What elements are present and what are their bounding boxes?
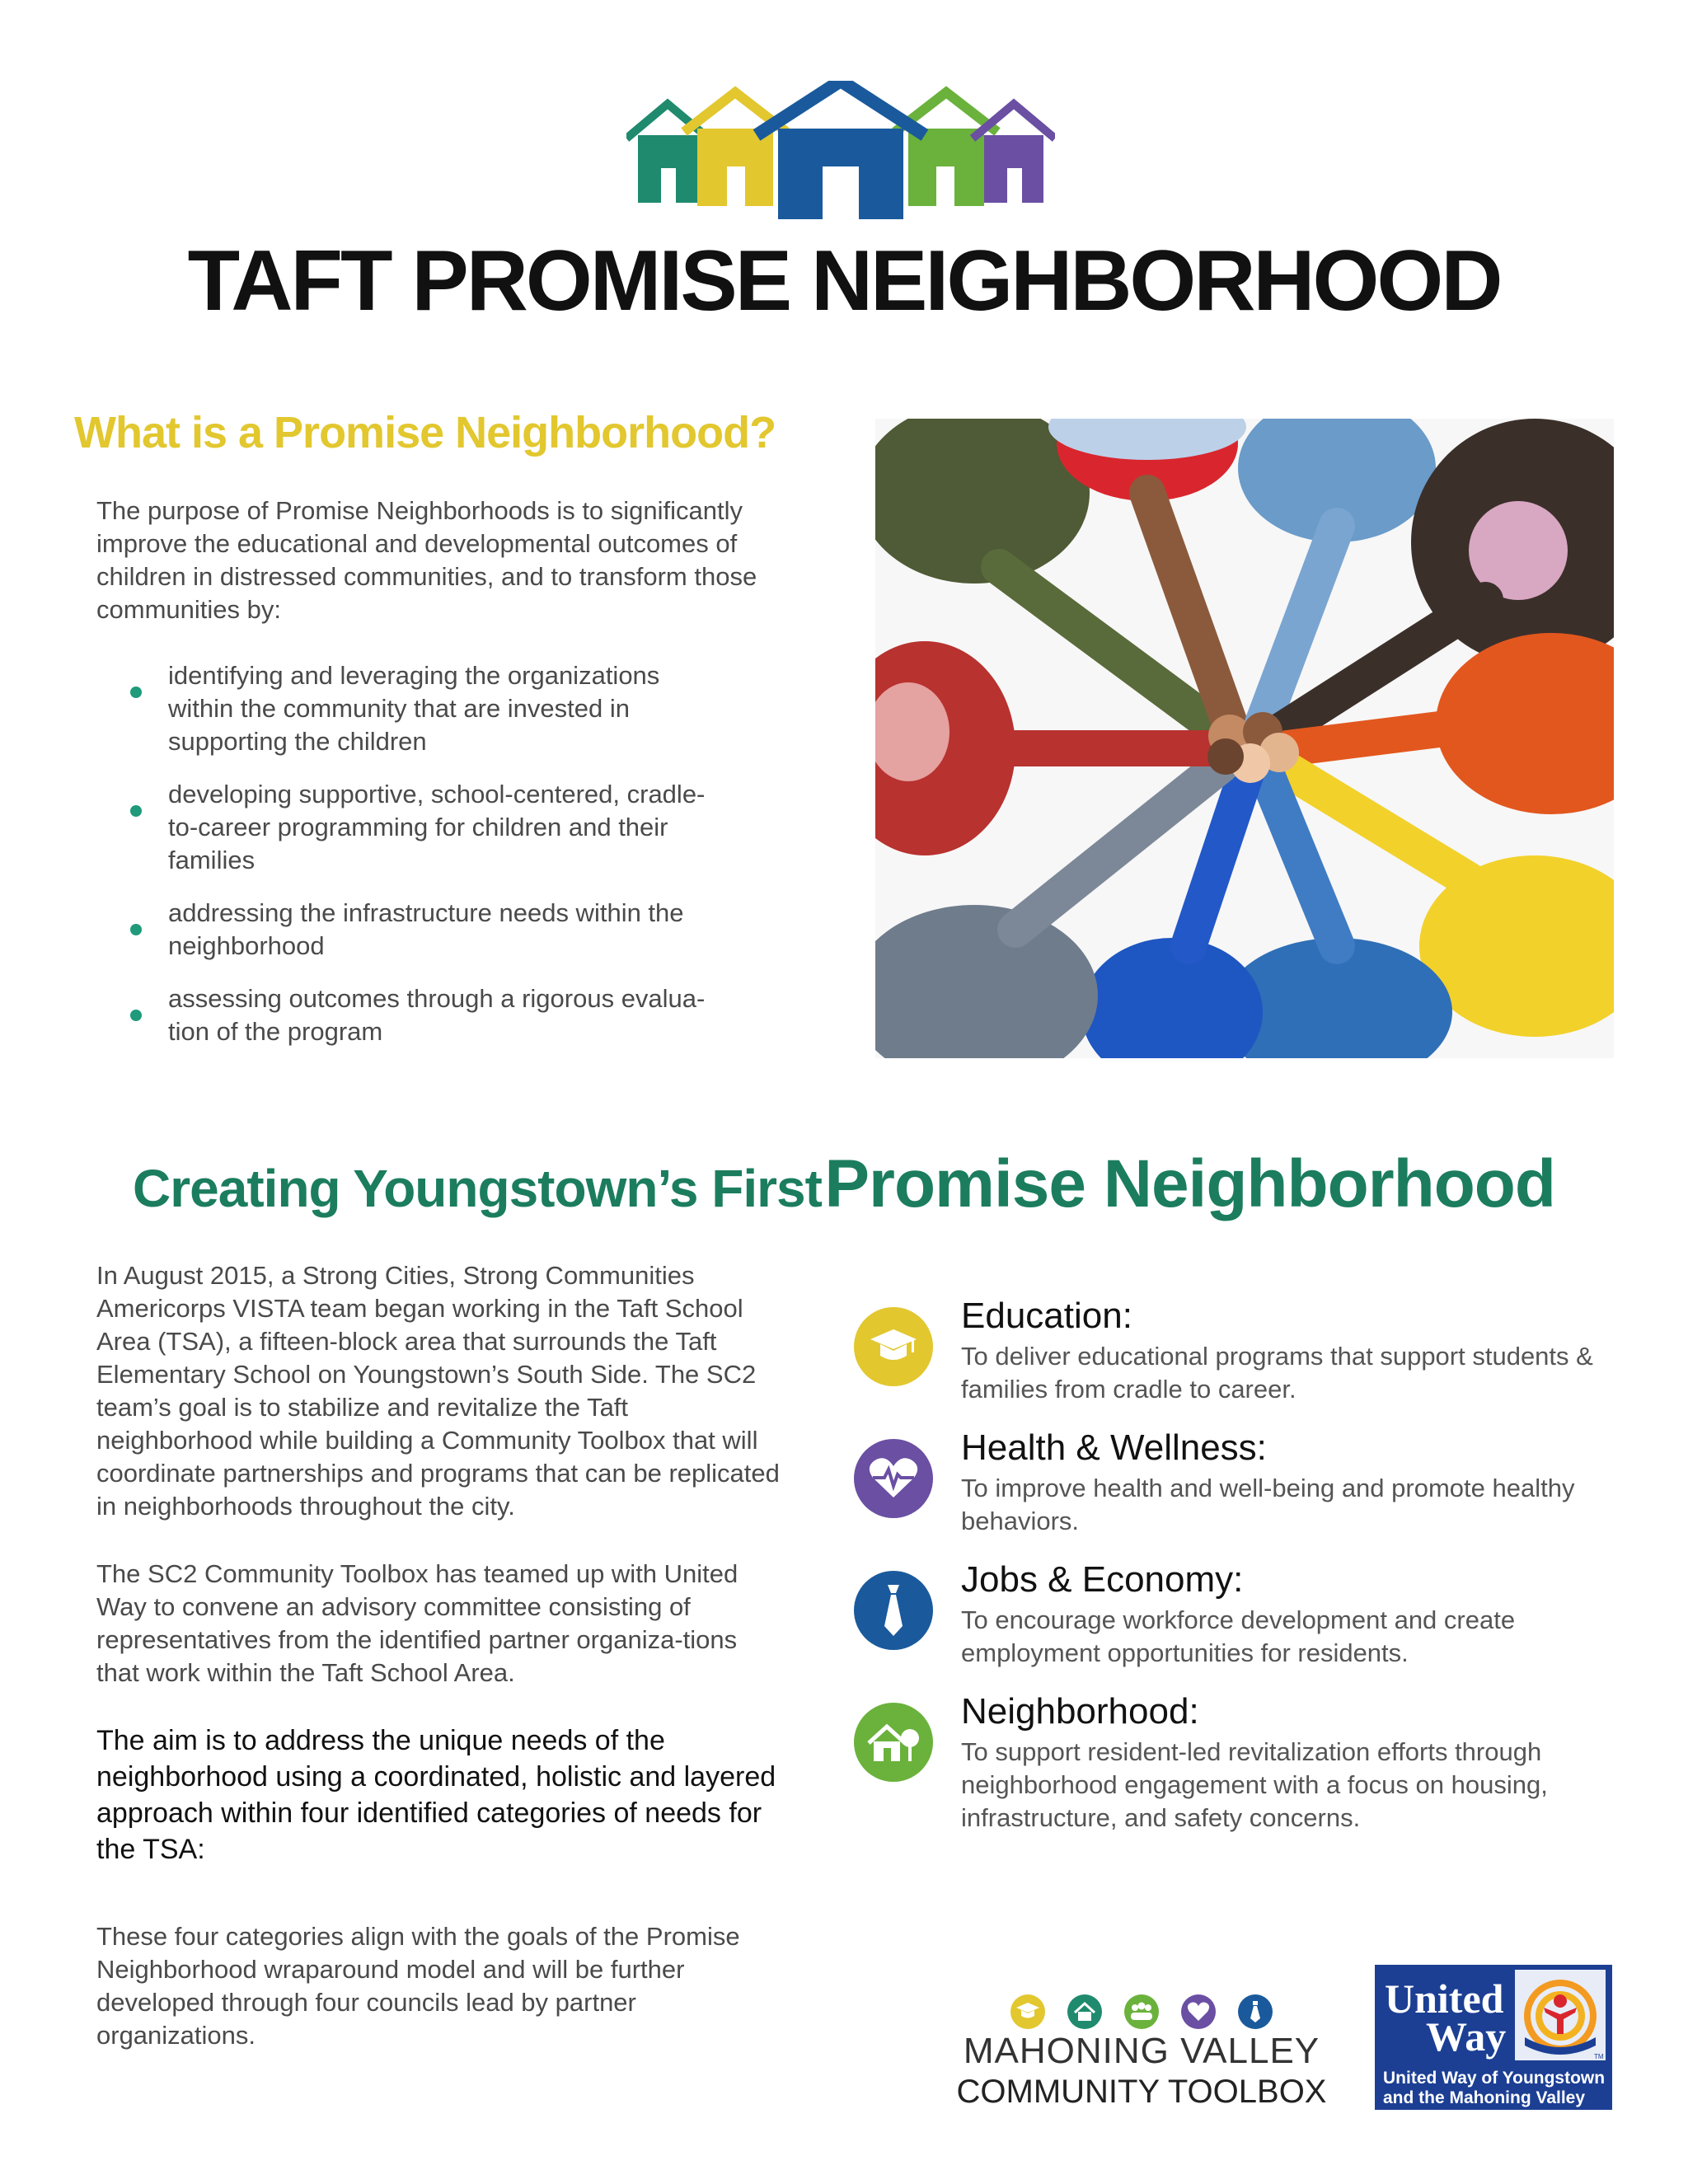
list-item bbox=[124, 778, 717, 877]
heart-pulse-icon bbox=[1181, 1994, 1216, 2029]
list-item bbox=[124, 897, 717, 963]
house-tree-icon bbox=[854, 1703, 933, 1782]
graduation-cap-icon bbox=[854, 1307, 933, 1386]
bullet-dot bbox=[130, 1010, 142, 1021]
intro-paragraph: The purpose of Promise Neighborhoods is to significantly improve the educational and developmental outcomes of children in distressed communities, and to transform those communities by: bbox=[96, 496, 757, 624]
category-description: To improve health and well-being and promote healthy behaviors. bbox=[961, 1474, 1575, 1535]
bullet-text: developing supportive, school-centered, cradle-to-career programming for children and their families bbox=[168, 780, 706, 874]
section-heading-what-is: What is a Promise Neighborhood? bbox=[74, 408, 776, 457]
bullet-text: assessing outcomes through a rigorous evalua-tion of the program bbox=[168, 984, 706, 1046]
house-icon-yellow bbox=[684, 92, 786, 206]
list-item bbox=[124, 982, 717, 1048]
bullet-dot bbox=[130, 924, 142, 935]
category-title: Education: bbox=[961, 1296, 1132, 1336]
necktie-icon bbox=[854, 1571, 933, 1650]
house-icon-blue bbox=[757, 81, 925, 219]
paragraph-categories-align: These four categories align with the goals of the Promise Neighborhood wraparound model and will be further developed through four councils lead by partner organizations. bbox=[96, 1922, 740, 2050]
category-title: Jobs & Economy: bbox=[961, 1559, 1244, 1600]
aim-statement: The aim is to address the unique needs of the neighborhood using a coordinated, holistic and layered approach within four identified categories of needs for the TSA: bbox=[96, 1725, 776, 1865]
uw-name-line-2: Way bbox=[1426, 2013, 1507, 2060]
category-description: To support resident-led revitalization efforts through neighborhood engagement with a focus on housing, infrastructure, and safety concerns. bbox=[961, 1737, 1548, 1832]
people-icon bbox=[1124, 1994, 1159, 2029]
uw-tag-line-2: and the Mahoning Valley bbox=[1383, 2088, 1586, 2107]
uw-name-line-1: United bbox=[1385, 1975, 1504, 2022]
paragraph-august-2015: In August 2015, a Strong Cities, Strong Communities Americorps VISTA team began working in the Taft School Area (TSA), a fifteen-block area that surrounds the Taft Elementary School on Youngstown’s South Side. The SC2 team’s goal is to stabilize and revitalize the Taft neighborhood while building a Community Toolbox that will coordinate partnerships and programs that can be replicated in neighborhoods throughout the city. bbox=[96, 1261, 780, 1521]
bullet-dot bbox=[130, 687, 142, 698]
category-title: Neighborhood: bbox=[961, 1691, 1199, 1732]
heading-part-2: Promise Neighborhood bbox=[824, 1146, 1555, 1221]
heart-pulse-icon bbox=[854, 1439, 933, 1518]
promise-neighborhood-logo bbox=[626, 81, 1055, 221]
team-hands-photo bbox=[875, 419, 1614, 1058]
section-heading-creating bbox=[0, 1146, 1688, 1223]
paragraph-toolbox: The SC2 Community Toolbox has teamed up with United Way to convene an advisory committee consisting of representatives from the identified partner organiza-tions that work within the Taft School Area. bbox=[96, 1559, 738, 1687]
bullet-list bbox=[124, 659, 717, 1068]
house-icon bbox=[1067, 1994, 1102, 2029]
page-title: TAFT PROMISE NEIGHBORHOOD bbox=[187, 233, 1501, 329]
category-description: To encourage workforce development and create employment opportunities for residents. bbox=[961, 1605, 1516, 1667]
category-description: To deliver educational programs that support students & families from cradle to career. bbox=[961, 1342, 1593, 1404]
category-title: Health & Wellness: bbox=[961, 1427, 1267, 1468]
toolbox-name-line-2: COMMUNITY TOOLBOX bbox=[956, 2074, 1327, 2110]
uw-tag-line-1: United Way of Youngstown bbox=[1383, 2069, 1606, 2088]
bullet-text: addressing the infrastructure needs within the neighborhood bbox=[168, 898, 684, 960]
bullet-dot bbox=[130, 805, 142, 817]
bullet-text: identifying and leveraging the organizations within the community that are invested in supporting the children bbox=[168, 661, 660, 756]
list-item bbox=[124, 659, 717, 758]
uw-trademark: TM bbox=[1594, 2053, 1604, 2060]
toolbox-icon-row bbox=[1009, 1993, 1273, 2031]
toolbox-name-line-1: MAHONING VALLEY bbox=[963, 2031, 1320, 2071]
necktie-icon bbox=[1238, 1994, 1273, 2029]
heading-part-1: Creating Youngstown’s First bbox=[133, 1159, 822, 1218]
house-icon-green bbox=[895, 92, 997, 206]
graduation-cap-icon bbox=[1010, 1994, 1045, 2029]
united-way-logo bbox=[1375, 1965, 1612, 2110]
